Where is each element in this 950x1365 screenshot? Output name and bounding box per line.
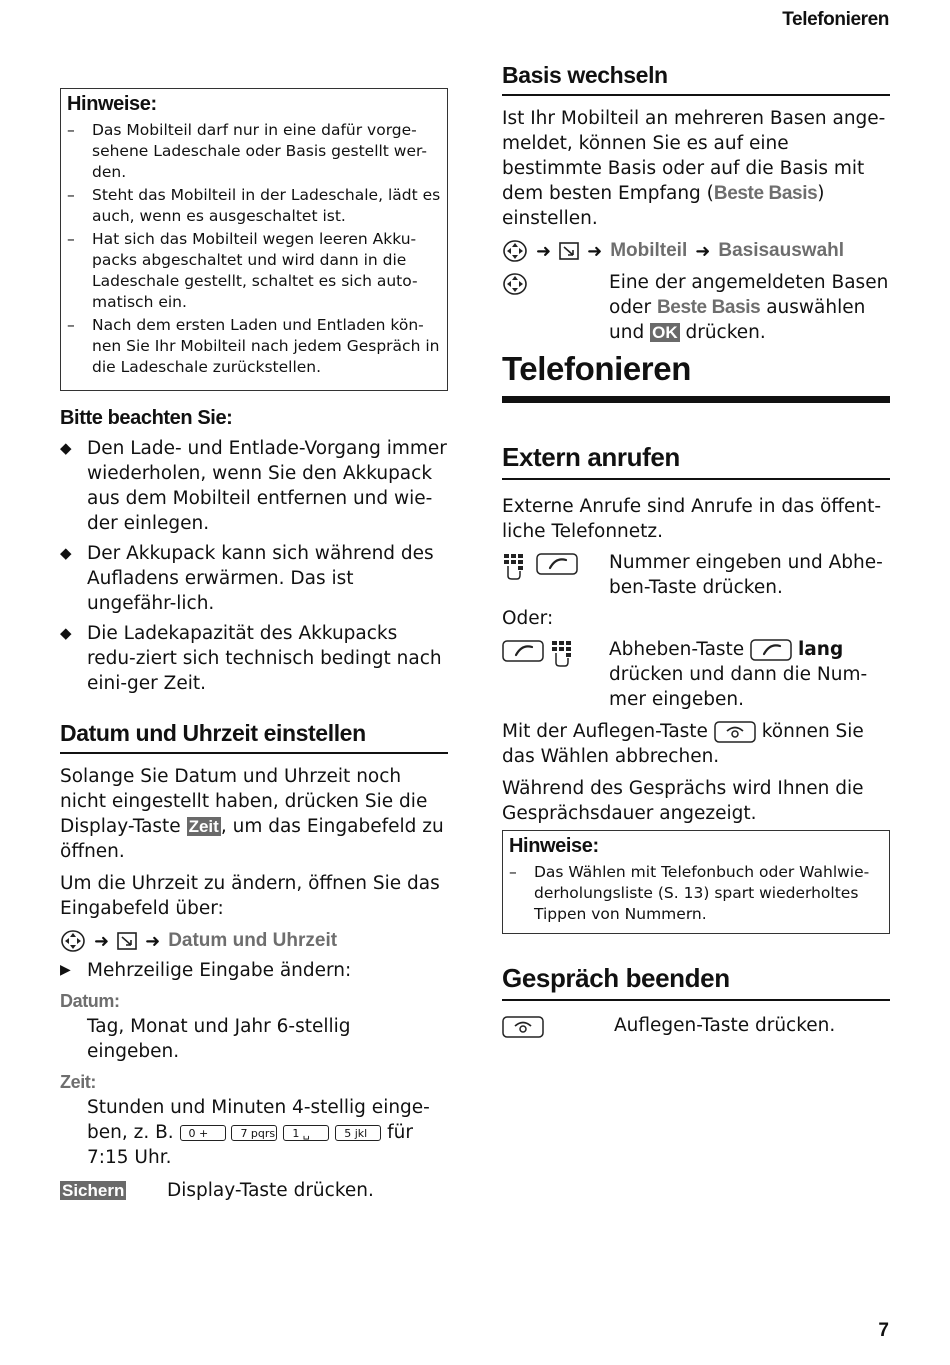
text: für 7:15 Uhr. bbox=[87, 1122, 413, 1168]
arrow-icon: ➜ bbox=[94, 930, 110, 952]
softkey-ok[interactable]: OK bbox=[652, 323, 678, 342]
datum-field-label: Datum: bbox=[60, 991, 120, 1011]
text: Eine der angemeldeten Basen oder bbox=[609, 272, 889, 318]
extern-section bbox=[502, 442, 890, 934]
arrow-icon: ➜ bbox=[695, 240, 711, 262]
menu-term: Beste Basis bbox=[713, 183, 818, 204]
keypad-icon bbox=[550, 639, 578, 667]
oder-label: Oder: bbox=[502, 608, 554, 629]
call-key-icon bbox=[536, 552, 578, 576]
text: drücken. bbox=[685, 322, 766, 343]
section-title-extern: Extern anrufen bbox=[502, 442, 890, 480]
telefonieren-chapter bbox=[502, 350, 890, 403]
softkey-zeit[interactable]: Zeit bbox=[188, 817, 219, 836]
list-item: ◆ Der Akkupack kann sich während des Aufladens erwärmen. Das ist ungefähr-lich. bbox=[60, 541, 448, 616]
call-key-icon bbox=[750, 638, 792, 662]
call-key-icon bbox=[502, 639, 544, 663]
text: Ist Ihr Mobilteil an mehreren Basen ange-meldet, können Sie es auf eine bestimmte Basis oder auf die Basis mit dem besten Empfang ( bbox=[502, 108, 886, 204]
datum-paragraph-1 bbox=[60, 764, 448, 864]
settings-menu-icon bbox=[559, 242, 579, 260]
datum-nav-path bbox=[60, 929, 448, 953]
page-number: 7 bbox=[878, 1320, 889, 1341]
extern-paragraph-1: Externe Anrufe sind Anrufe in das öffent-liche Telefonnetz. bbox=[502, 496, 882, 542]
zeit-field-text bbox=[60, 1095, 448, 1170]
extern-row-1 bbox=[502, 550, 890, 600]
running-header: Telefonieren bbox=[782, 9, 889, 30]
extern-paragraph-2 bbox=[502, 719, 890, 769]
notes-title: Hinweise: bbox=[509, 835, 599, 857]
list-item: – Das Wählen mit Telefonbuch oder Wahlwie-derholungsliste (S. 13) spart wiederholtes Tippen von Nummern. bbox=[509, 862, 883, 925]
zeit-field-label: Zeit: bbox=[60, 1072, 96, 1092]
step-row bbox=[60, 958, 448, 983]
basis-row-text bbox=[609, 270, 890, 345]
notes-title: Hinweise: bbox=[67, 93, 157, 115]
text: ) einstellen. bbox=[502, 183, 825, 229]
beenden-row bbox=[502, 1013, 890, 1039]
chapter-title: Telefonieren bbox=[502, 350, 890, 403]
list-item: ◆ Den Lade- und Entlade-Vorgang immer wiederholen, wenn Sie den Akkupack aus dem Mobilteil entfernen und wie-der einlegen. bbox=[60, 436, 448, 536]
key-0-icon: 0 + bbox=[180, 1125, 226, 1141]
list-item: – Steht das Mobilteil in der Ladeschale, lädt es auch, wenn es ausgeschaltet ist. bbox=[67, 185, 441, 227]
end-call-key-icon bbox=[502, 1015, 544, 1039]
text: drücken und dann die Num-mer eingeben. bbox=[609, 664, 868, 710]
text: auswählen und bbox=[609, 297, 866, 343]
text: Mit der Auflegen-Taste bbox=[502, 721, 708, 742]
nav-key-icon bbox=[502, 272, 528, 296]
datum-section bbox=[60, 720, 448, 1203]
key-7-icon: 7 pqrs bbox=[231, 1125, 277, 1141]
text: Abheben-Taste bbox=[609, 639, 745, 660]
text: können Sie das Wählen abbrechen. bbox=[502, 721, 864, 767]
arrow-icon: ➜ bbox=[587, 240, 603, 262]
list-item: – Nach dem ersten Laden und Entladen kön-nen Sie Ihr Mobilteil nach jedem Gespräch in die Ladeschale zurückstellen. bbox=[67, 315, 441, 378]
text: , um das Eingabefeld zu öffnen. bbox=[60, 816, 444, 862]
menu-item-basisauswahl[interactable]: Basisauswahl bbox=[718, 240, 845, 261]
sichern-text: Display-Taste drücken. bbox=[167, 1180, 374, 1201]
arrow-icon: ➜ bbox=[536, 240, 552, 262]
triangle-right-icon: ▶ bbox=[60, 962, 71, 978]
key-1-icon: 1 ␣ bbox=[283, 1125, 329, 1141]
datum-field-text: Tag, Monat und Jahr 6-stellig eingeben. bbox=[87, 1016, 351, 1062]
basis-nav-path bbox=[502, 239, 890, 263]
end-call-key-icon bbox=[714, 720, 756, 744]
text: Solange Sie Datum und Uhrzeit noch nicht eingestellt haben, drücken Sie die Display-Taste bbox=[60, 766, 428, 837]
menu-item-mobilteil[interactable]: Mobilteil bbox=[610, 240, 688, 261]
nav-key-icon bbox=[502, 239, 528, 263]
bitte-title: Bitte beachten Sie: bbox=[60, 407, 233, 429]
keypad-icon bbox=[502, 552, 530, 580]
sichern-row bbox=[60, 1178, 448, 1203]
key-5-icon: 5 jkl bbox=[335, 1125, 381, 1141]
section-title-basis: Basis wechseln bbox=[502, 62, 890, 96]
extern-notes-box bbox=[502, 830, 890, 934]
settings-menu-icon bbox=[117, 932, 137, 950]
notes-box bbox=[60, 88, 448, 391]
bitte-list bbox=[60, 436, 448, 696]
basis-paragraph bbox=[502, 106, 890, 231]
beenden-section bbox=[502, 963, 890, 1039]
beenden-row-text: Auflegen-Taste drücken. bbox=[614, 1015, 836, 1036]
arrow-icon: ➜ bbox=[145, 930, 161, 952]
list-item: – Hat sich das Mobilteil wegen leeren Akku-packs abgeschaltet und wird dann in die Ladeschale gestellt, schaltet es sich auto-matisch ein. bbox=[67, 229, 441, 313]
basis-section bbox=[502, 62, 890, 345]
section-title-datum: Datum und Uhrzeit einstellen bbox=[60, 720, 448, 754]
menu-item-datum-uhrzeit[interactable]: Datum und Uhrzeit bbox=[168, 930, 338, 951]
step-text: Mehrzeilige Eingabe ändern: bbox=[87, 960, 352, 981]
softkey-sichern[interactable]: Sichern bbox=[62, 1181, 125, 1200]
extern-paragraph-3: Während des Gesprächs wird Ihnen die Gesprächsdauer angezeigt. bbox=[502, 778, 864, 824]
basis-row bbox=[502, 270, 890, 345]
menu-term: Beste Basis bbox=[656, 297, 761, 318]
section-title-beenden: Gespräch beenden bbox=[502, 963, 890, 1001]
notes-list bbox=[67, 120, 441, 378]
list-item: – Das Mobilteil darf nur in eine dafür vorge-sehene Ladeschale oder Basis gestellt wer-den. bbox=[67, 120, 441, 183]
datum-paragraph-2: Um die Uhrzeit zu ändern, öffnen Sie das Eingabefeld über: bbox=[60, 873, 440, 919]
text: Stunden und Minuten 4-stellig einge-ben, z. B. bbox=[87, 1097, 430, 1143]
extern-row-1-text: Nummer eingeben und Abhe-ben-Taste drücken. bbox=[609, 552, 883, 598]
list-item: ◆ Die Ladekapazität des Akkupacks redu-ziert sich technisch bedingt nach eini-ger Zeit. bbox=[60, 621, 448, 696]
extern-row-2 bbox=[502, 637, 890, 712]
emphasis-text: lang bbox=[797, 639, 844, 660]
bitte-section bbox=[60, 407, 448, 701]
notes-list bbox=[509, 862, 883, 925]
nav-key-icon bbox=[60, 929, 86, 953]
extern-row-2-text bbox=[609, 637, 890, 712]
